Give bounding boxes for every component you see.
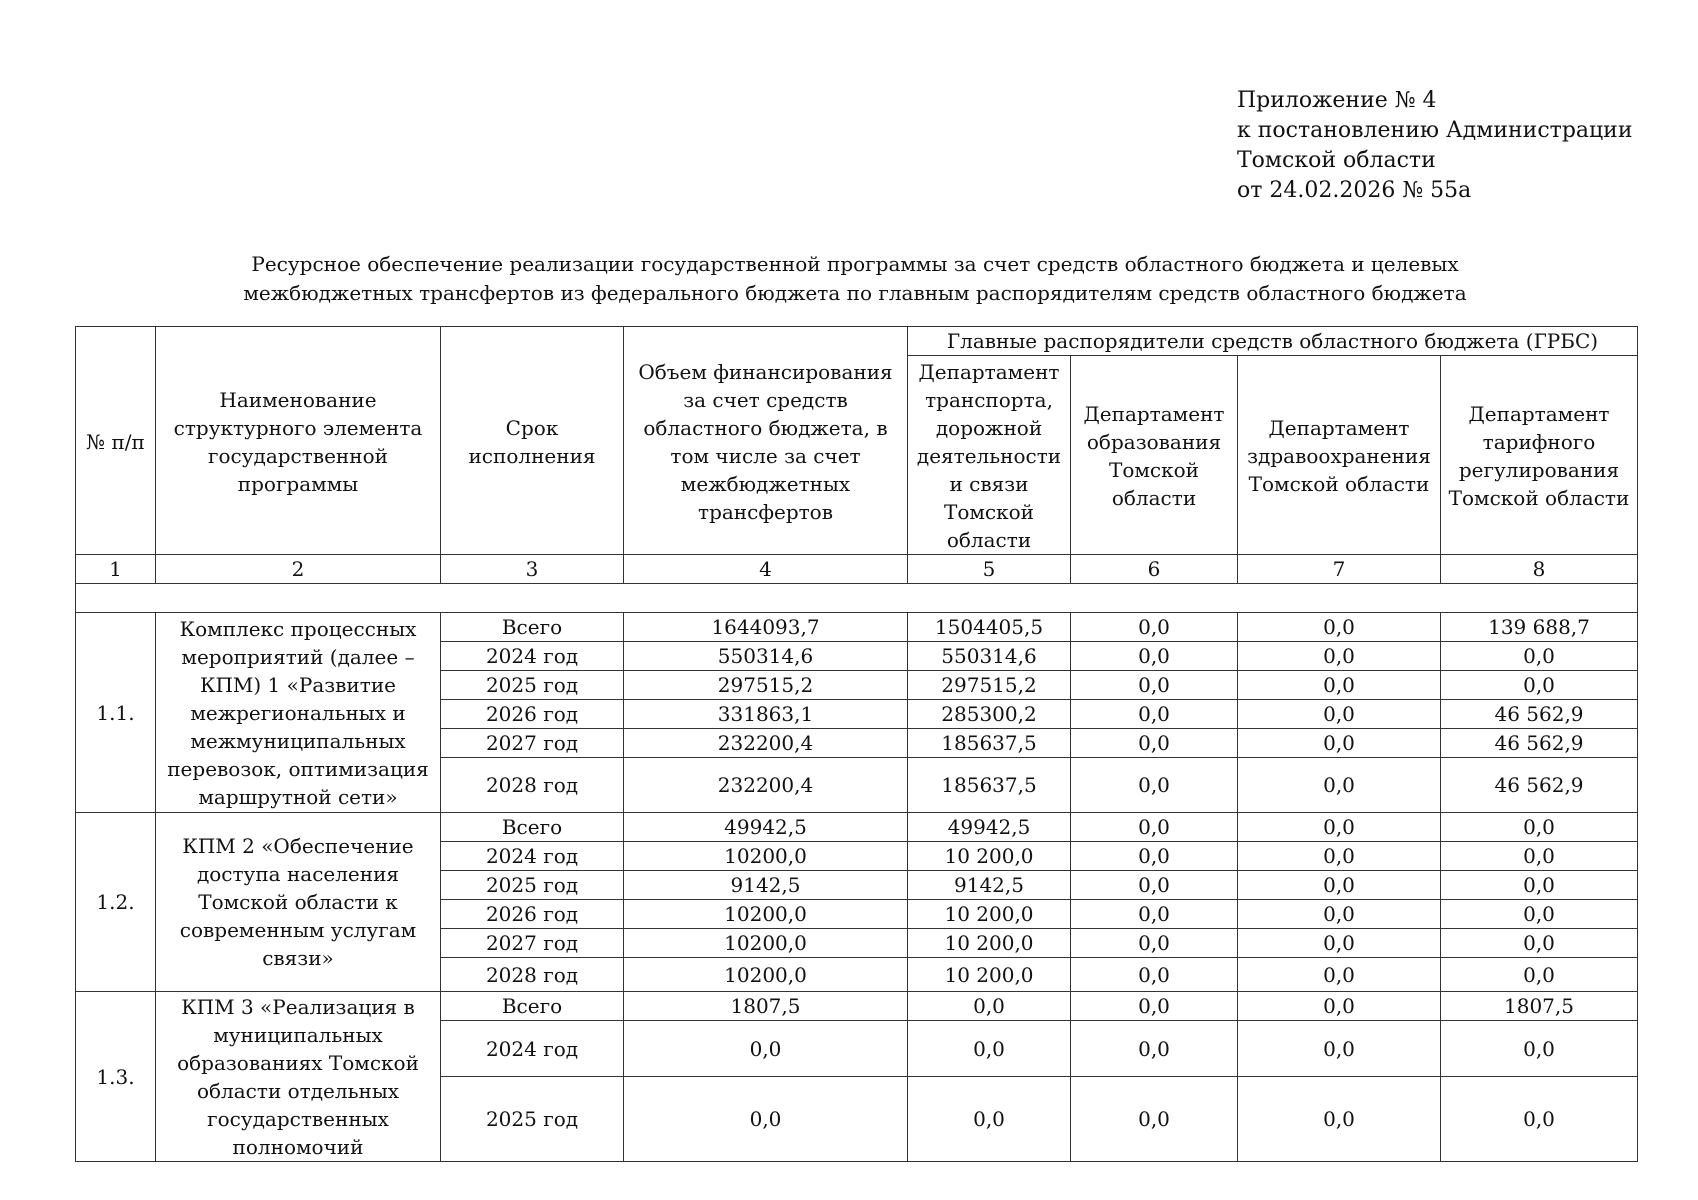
document-title	[75, 250, 1635, 308]
transport-dept-cell: 49942,5	[908, 813, 1071, 842]
tariff-dept-cell: 0,0	[1441, 958, 1638, 992]
column-number: 5	[908, 555, 1071, 584]
volume-cell: 10200,0	[624, 900, 908, 929]
transport-dept-cell: 185637,5	[908, 758, 1071, 813]
element-number: 1.1.	[76, 613, 156, 813]
header-dept-transport: Департамент транспорта, дорожной деятельности и связи Томской области	[908, 356, 1071, 555]
tariff-dept-cell: 0,0	[1441, 929, 1638, 958]
tariff-dept-cell: 46 562,9	[1441, 758, 1638, 813]
education-dept-cell: 0,0	[1071, 813, 1238, 842]
header-volume: Объем финансирования за счет средств областного бюджета, в том числе за счет межбюджетных трансфертов	[624, 327, 908, 555]
column-number: 8	[1441, 555, 1638, 584]
volume-cell: 0,0	[624, 1077, 908, 1162]
volume-cell: 0,0	[624, 1021, 908, 1077]
transport-dept-cell: 0,0	[908, 1021, 1071, 1077]
health-dept-cell: 0,0	[1238, 613, 1441, 642]
tariff-dept-cell: 0,0	[1441, 642, 1638, 671]
table-row	[76, 813, 1638, 842]
education-dept-cell: 0,0	[1071, 1021, 1238, 1077]
education-dept-cell: 0,0	[1071, 729, 1238, 758]
volume-cell: 232200,4	[624, 758, 908, 813]
column-number: 1	[76, 555, 156, 584]
transport-dept-cell: 0,0	[908, 992, 1071, 1021]
health-dept-cell: 0,0	[1238, 642, 1441, 671]
health-dept-cell: 0,0	[1238, 992, 1441, 1021]
tariff-dept-cell: 46 562,9	[1441, 700, 1638, 729]
period-cell: 2024 год	[441, 642, 624, 671]
transport-dept-cell: 550314,6	[908, 642, 1071, 671]
appendix-line: Приложение № 4	[1237, 88, 1437, 113]
tariff-dept-cell: 0,0	[1441, 671, 1638, 700]
volume-cell: 1644093,7	[624, 613, 908, 642]
period-cell: 2026 год	[441, 700, 624, 729]
period-cell: 2024 год	[441, 842, 624, 871]
period-cell: 2028 год	[441, 758, 624, 813]
period-cell: 2025 год	[441, 671, 624, 700]
transport-dept-cell: 10 200,0	[908, 958, 1071, 992]
header-name: Наименование структурного элемента государственной программы	[156, 327, 441, 555]
volume-cell: 297515,2	[624, 671, 908, 700]
element-number: 1.3.	[76, 992, 156, 1162]
column-number: 4	[624, 555, 908, 584]
transport-dept-cell: 10 200,0	[908, 842, 1071, 871]
education-dept-cell: 0,0	[1071, 871, 1238, 900]
period-cell: 2025 год	[441, 871, 624, 900]
transport-dept-cell: 297515,2	[908, 671, 1071, 700]
volume-cell: 10200,0	[624, 929, 908, 958]
blank-cell	[76, 584, 1638, 613]
header-term: Срок исполнения	[441, 327, 624, 555]
period-cell: 2024 год	[441, 1021, 624, 1077]
header-dept-education: Департамент образования Томской области	[1071, 356, 1238, 555]
blank-row	[76, 584, 1638, 613]
period-cell: 2027 год	[441, 929, 624, 958]
header-grbs: Главные распорядители средств областного бюджета (ГРБС)	[908, 327, 1638, 356]
transport-dept-cell: 0,0	[908, 1077, 1071, 1162]
document-title-line-1: Ресурсное обеспечение реализации государственной программы за счет средств областного бюджета и целевых	[251, 252, 1459, 276]
tariff-dept-cell: 139 688,7	[1441, 613, 1638, 642]
column-number: 6	[1071, 555, 1238, 584]
period-cell: Всего	[441, 813, 624, 842]
element-name: КПМ 3 «Реализация в муниципальных образованиях Томской области отдельных государственных полномочий	[156, 992, 441, 1162]
education-dept-cell: 0,0	[1071, 700, 1238, 729]
education-dept-cell: 0,0	[1071, 958, 1238, 992]
transport-dept-cell: 10 200,0	[908, 900, 1071, 929]
tariff-dept-cell: 0,0	[1441, 813, 1638, 842]
education-dept-cell: 0,0	[1071, 929, 1238, 958]
element-number: 1.2.	[76, 813, 156, 992]
header-dept-tariff: Департамент тарифного регулирования Томской области	[1441, 356, 1638, 555]
header-dept-health: Департамент здравоохранения Томской области	[1238, 356, 1441, 555]
volume-cell: 1807,5	[624, 992, 908, 1021]
health-dept-cell: 0,0	[1238, 758, 1441, 813]
education-dept-cell: 0,0	[1071, 1077, 1238, 1162]
header-num: № п/п	[76, 327, 156, 555]
education-dept-cell: 0,0	[1071, 758, 1238, 813]
period-cell: 2025 год	[441, 1077, 624, 1162]
health-dept-cell: 0,0	[1238, 671, 1441, 700]
appendix-line: от 24.02.2026 № 55а	[1237, 178, 1472, 203]
volume-cell: 10200,0	[624, 958, 908, 992]
tariff-dept-cell: 46 562,9	[1441, 729, 1638, 758]
column-number: 3	[441, 555, 624, 584]
tariff-dept-cell: 0,0	[1441, 871, 1638, 900]
transport-dept-cell: 1504405,5	[908, 613, 1071, 642]
volume-cell: 10200,0	[624, 842, 908, 871]
health-dept-cell: 0,0	[1238, 700, 1441, 729]
period-cell: 2026 год	[441, 900, 624, 929]
period-cell: Всего	[441, 992, 624, 1021]
health-dept-cell: 0,0	[1238, 729, 1441, 758]
table-body	[76, 555, 1638, 1162]
appendix-block	[1237, 86, 1633, 206]
education-dept-cell: 0,0	[1071, 992, 1238, 1021]
column-number: 2	[156, 555, 441, 584]
health-dept-cell: 0,0	[1238, 1021, 1441, 1077]
volume-cell: 331863,1	[624, 700, 908, 729]
table-row	[76, 613, 1638, 642]
appendix-line: Томской области	[1237, 148, 1436, 173]
budget-table	[75, 326, 1638, 1162]
education-dept-cell: 0,0	[1071, 671, 1238, 700]
period-cell: Всего	[441, 613, 624, 642]
health-dept-cell: 0,0	[1238, 813, 1441, 842]
health-dept-cell: 0,0	[1238, 842, 1441, 871]
volume-cell: 232200,4	[624, 729, 908, 758]
education-dept-cell: 0,0	[1071, 642, 1238, 671]
table-row	[76, 992, 1638, 1021]
transport-dept-cell: 185637,5	[908, 729, 1071, 758]
tariff-dept-cell: 1807,5	[1441, 992, 1638, 1021]
education-dept-cell: 0,0	[1071, 613, 1238, 642]
health-dept-cell: 0,0	[1238, 929, 1441, 958]
tariff-dept-cell: 0,0	[1441, 1077, 1638, 1162]
period-cell: 2027 год	[441, 729, 624, 758]
tariff-dept-cell: 0,0	[1441, 1021, 1638, 1077]
element-name: КПМ 2 «Обеспечение доступа населения Томской области к современным услугам связи»	[156, 813, 441, 992]
volume-cell: 9142,5	[624, 871, 908, 900]
tariff-dept-cell: 0,0	[1441, 842, 1638, 871]
volume-cell: 550314,6	[624, 642, 908, 671]
period-cell: 2028 год	[441, 958, 624, 992]
health-dept-cell: 0,0	[1238, 1077, 1441, 1162]
health-dept-cell: 0,0	[1238, 958, 1441, 992]
column-number: 7	[1238, 555, 1441, 584]
column-numbers-row	[76, 555, 1638, 584]
volume-cell: 49942,5	[624, 813, 908, 842]
health-dept-cell: 0,0	[1238, 871, 1441, 900]
tariff-dept-cell: 0,0	[1441, 900, 1638, 929]
element-name: Комплекс процессных мероприятий (далее – КПМ) 1 «Развитие межрегиональных и межмуниципальных перевозок, оптимизация маршрутной сети»	[156, 613, 441, 813]
transport-dept-cell: 285300,2	[908, 700, 1071, 729]
transport-dept-cell: 9142,5	[908, 871, 1071, 900]
document-title-line-2: межбюджетных трансфертов из федерального бюджета по главным распорядителям средств областного бюджета	[243, 281, 1467, 305]
appendix-line: к постановлению Администрации	[1237, 118, 1633, 143]
transport-dept-cell: 10 200,0	[908, 929, 1071, 958]
health-dept-cell: 0,0	[1238, 900, 1441, 929]
education-dept-cell: 0,0	[1071, 842, 1238, 871]
education-dept-cell: 0,0	[1071, 900, 1238, 929]
